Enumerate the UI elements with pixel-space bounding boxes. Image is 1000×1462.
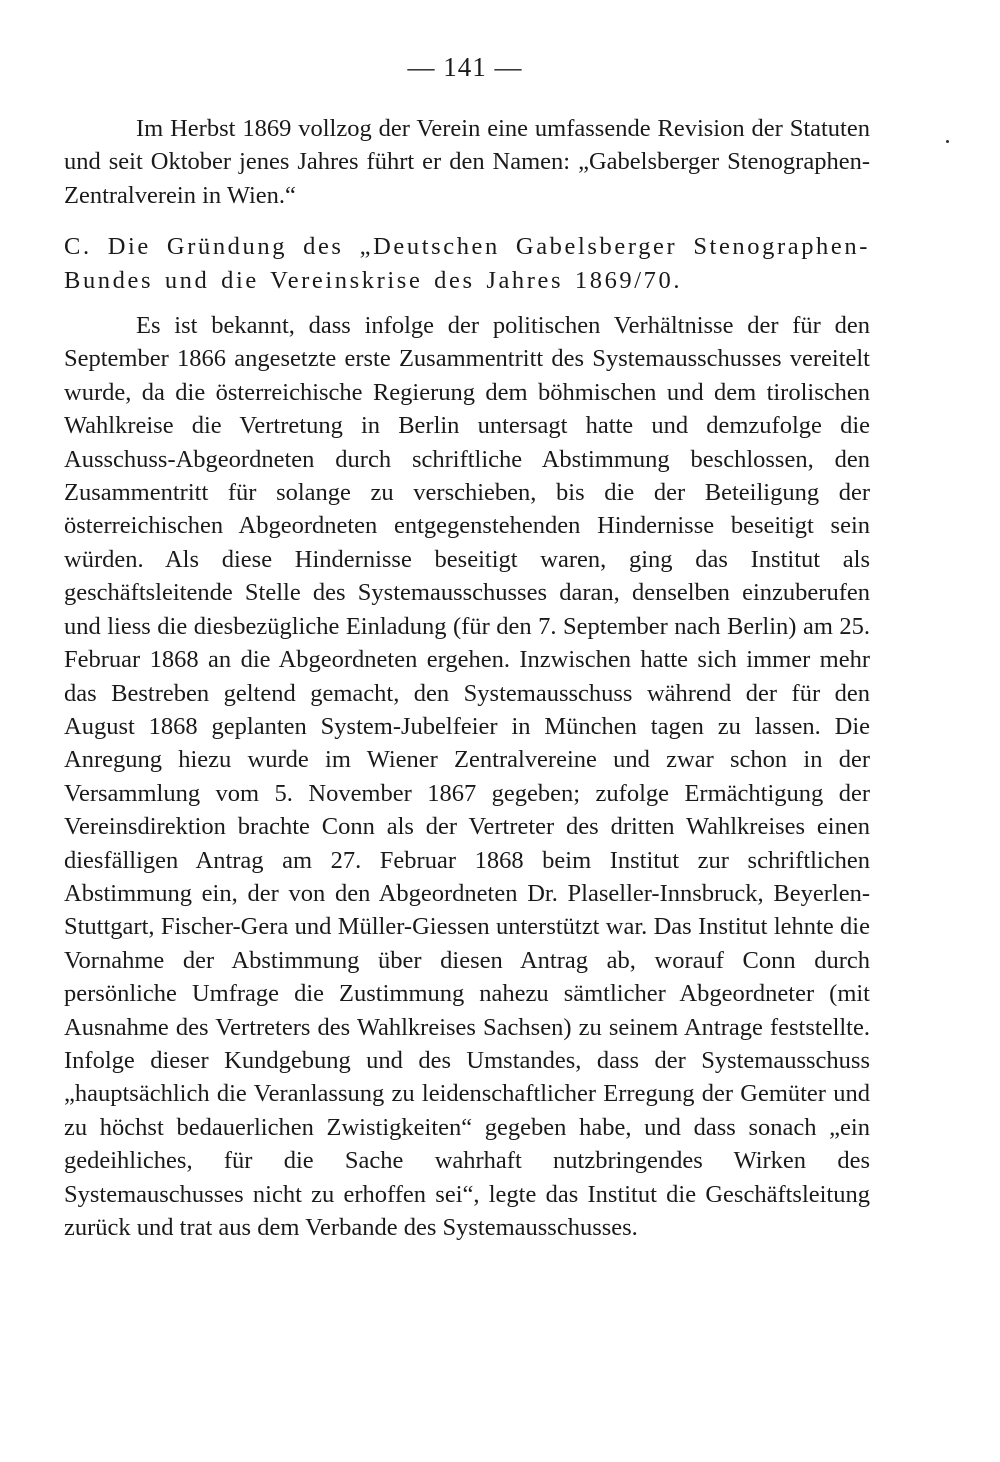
body-paragraph: Es ist bekannt, dass infolge der politischen Verhältnisse der für den September 1866 angesetzte erste Zusammentritt des Systemausschusses vereitelt wurde, da die österreichische Regierung dem böhmischen und dem tirolischen Wahlkreise die Vertretung in Berlin untersagt hatte und demzufolge die Ausschuss-Abgeordneten durch schriftliche Abstimmung beschlossen, den Zusammentritt für solange zu verschieben, bis die der Beteiligung der österreichischen Abgeordneten entgegenstehenden Hindernisse beseitigt sein würden. Als diese Hindernisse beseitigt waren, ging das Institut als geschäftsleitende Stelle des Systemausschusses daran, denselben einzuberufen und liess die diesbezügliche Einladung (für den 7. September nach Berlin) am 25. Februar 1868 an die Abgeordneten ergehen. Inzwischen hatte sich immer mehr das Bestreben geltend gemacht, den Systemausschuss während der für den August 1868 geplanten System-Jubelfeier in München tagen zu lassen. Die Anregung hiezu wurde im Wiener Zentralvereine und zwar schon in der Versammlung vom 5. November 1867 gegeben; zufolge Ermächtigung der Vereinsdirektion brachte Conn als der Vertreter des dritten Wahlkreises einen diesfälligen Antrag am 27. Februar 1868 beim Institut zur schriftlichen Abstimmung ein, der von den Abgeordneten Dr. Plaseller-Innsbruck, Beyerlen-Stuttgart, Fischer-Gera und Müller-Giessen unterstützt war. Das Institut lehnte die Vornahme der Abstimmung über diesen Antrag ab, worauf Conn durch persönliche Umfrage die Zustimmung nahezu sämtlicher Abgeordneter (mit Ausnahme des Vertreters des Wahlkreises Sachsen) zu seinem Antrage feststellte. Infolge dieser Kundgebung und des Umstandes, dass der Systemausschuss „hauptsächlich die Veranlassung zu leidenschaftlicher Erregung der Gemüter und zu höchst bedauerlichen Zwistigkeiten“ gegeben habe, und dass sonach „ein gedeihliches, für die Sache wahrhaft nutzbringendes Wirken des Systemauschusses nicht zu erhoffen sei“, legte das Institut die Geschäftsleitung zurück und trat aus dem Verbande des Systemausschusses. (64, 312, 870, 1241)
page-number: — 141 — (407, 52, 523, 82)
intro-paragraph: Im Herbst 1869 vollzog der Verein eine umfassende Revision der Statuten und seit Oktober jenes Jahres führt er den Namen: „Gabelsberger Stenographen-Zentralverein in Wien.“ (64, 115, 870, 209)
page-body (64, 112, 870, 1244)
stray-ink-mark (946, 140, 949, 143)
section-heading: C. Die Gründung des „Deutschen Gabelsberger Stenographen-Bundes und die Vereinskrise des Jahres 1869/70. (64, 233, 870, 294)
